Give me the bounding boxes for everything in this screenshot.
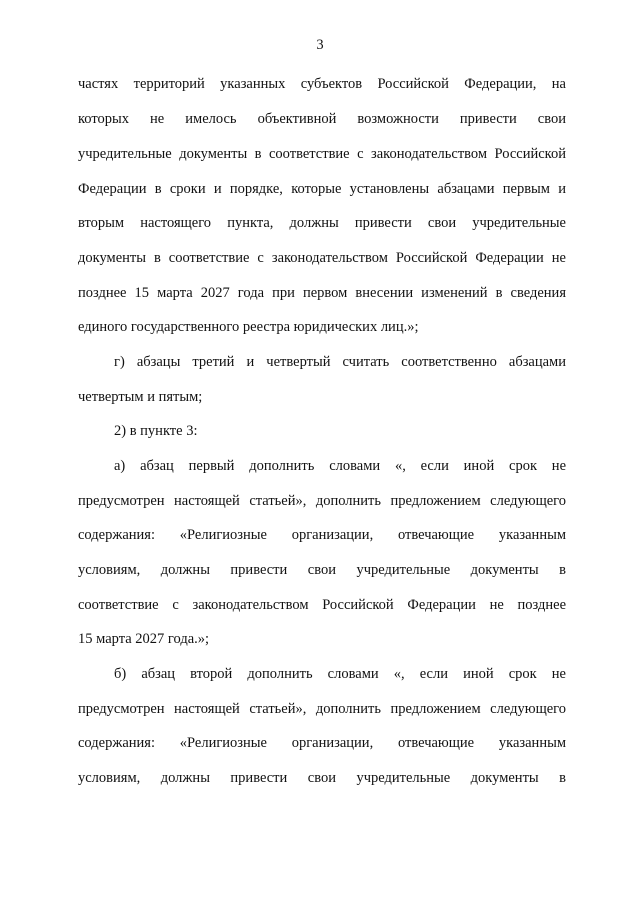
text-line: учредительные документы в соответствие с законодательством Российской [78,146,566,162]
text-line: четвертым и пятым; [78,389,203,405]
text-line: 2) в пункте 3: [114,423,198,439]
text-line: предусмотрен настоящей статьей», дополнить предложением следующего [78,701,566,717]
text-line: которых не имелось объективной возможности привести свои [78,111,566,127]
text-line: содержания: «Религиозные организации, отвечающие указанным [78,527,566,543]
text-line: 15 марта 2027 года.»; [78,631,210,647]
text-line: соответствие с законодательством Российской Федерации не позднее [78,597,566,613]
text-line: предусмотрен настоящей статьей», дополнить предложением следующего [78,493,566,509]
text-line: позднее 15 марта 2027 года при первом внесении изменений в сведения [78,285,566,301]
text-line: условиям, должны привести свои учредительные документы в [78,562,566,578]
text-line: вторым настоящего пункта, должны привести свои учредительные [78,215,566,231]
text-line: содержания: «Религиозные организации, отвечающие указанным [78,735,566,751]
text-line: а) абзац первый дополнить словами «, если иной срок не [114,458,566,474]
text-line: единого государственного реестра юридических лиц.»; [78,319,419,335]
text-line: частях территорий указанных субъектов Российской Федерации, на [78,76,566,92]
text-line: документы в соответствие с законодательством Российской Федерации не [78,250,566,266]
text-line: б) абзац второй дополнить словами «, если иной срок не [114,666,566,682]
page-number: 3 [316,37,324,53]
text-line: г) абзацы третий и четвертый считать соответственно абзацами [114,354,566,370]
text-line: условиям, должны привести свои учредительные документы в [78,770,566,786]
text-line: Федерации в сроки и порядке, которые установлены абзацами первым и [78,181,566,197]
